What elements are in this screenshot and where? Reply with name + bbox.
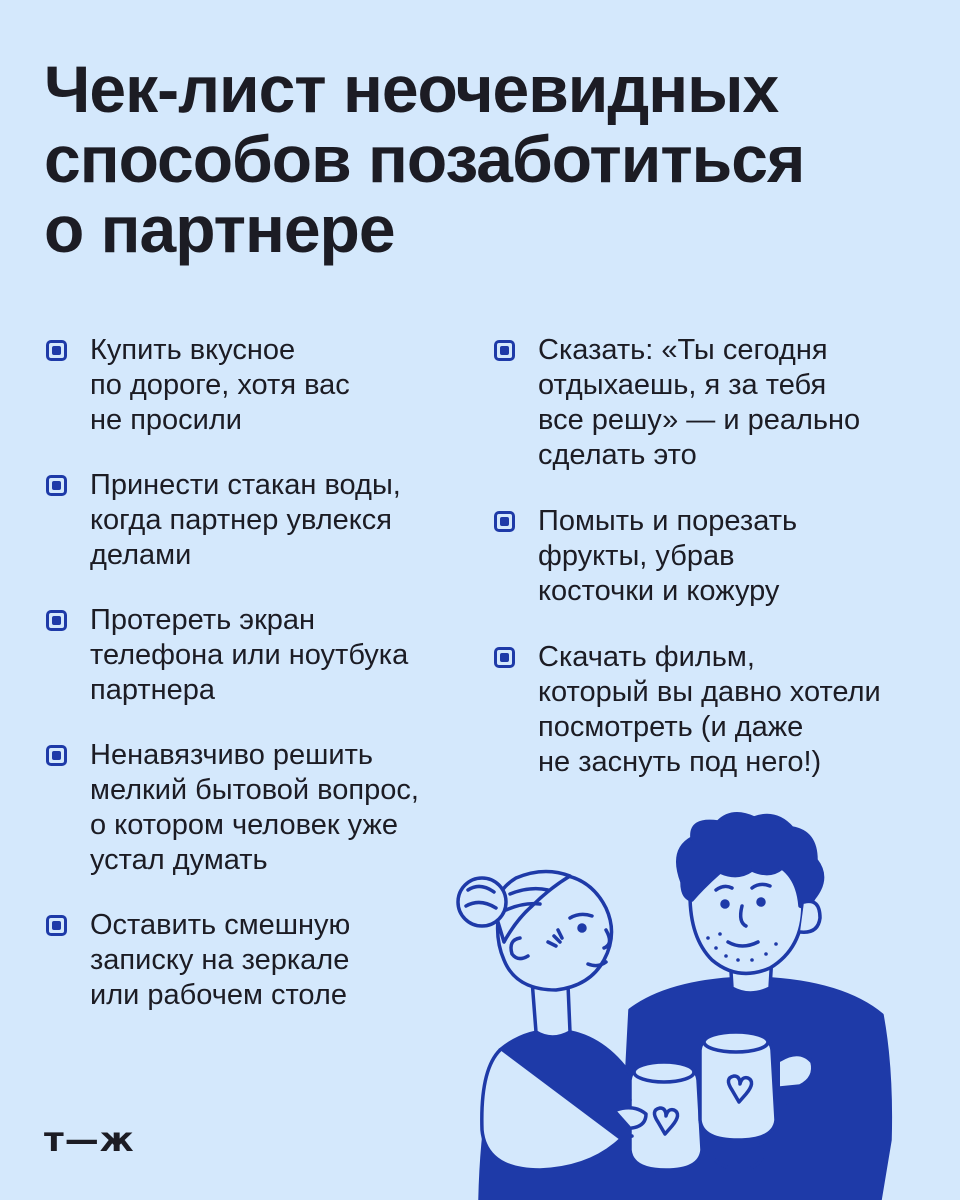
list-item xyxy=(44,468,454,573)
item-line: сделать это xyxy=(538,439,697,471)
checkbox-icon xyxy=(46,745,67,766)
item-text xyxy=(538,504,932,609)
item-line: записку на зеркале xyxy=(90,944,350,976)
checkbox-icon xyxy=(46,610,67,631)
item-line: не заснуть под него!) xyxy=(538,746,822,778)
item-text xyxy=(538,333,932,473)
item-line: или рабочем столе xyxy=(90,979,347,1011)
item-line: посмотреть (и даже xyxy=(538,711,804,743)
item-text xyxy=(90,468,454,573)
item-line: мелкий бытовой вопрос, xyxy=(90,774,419,806)
item-line: Протереть экран xyxy=(90,604,316,636)
list-item xyxy=(44,603,454,708)
item-line: Сказать: «Ты сегодня xyxy=(538,334,828,366)
item-line: Купить вкусное xyxy=(90,334,296,366)
item-line: не просили xyxy=(90,404,242,436)
checklist-right xyxy=(492,333,932,811)
item-line: все решу» — и реально xyxy=(538,404,861,436)
item-line: когда партнер увлекся xyxy=(90,504,392,536)
item-line: о котором человек уже xyxy=(90,809,398,841)
item-line: партнера xyxy=(90,674,216,706)
checkbox-icon xyxy=(46,915,67,936)
item-line: Помыть и порезать xyxy=(538,505,798,537)
checkbox-icon xyxy=(494,340,515,361)
checkbox-icon xyxy=(46,475,67,496)
list-item xyxy=(492,504,932,609)
item-line: фрукты, убрав xyxy=(538,540,735,572)
item-line: Скачать фильм, xyxy=(538,641,755,673)
item-text xyxy=(90,908,454,1013)
item-text xyxy=(90,738,454,878)
title-line-3: о партнере xyxy=(44,192,395,266)
item-text xyxy=(538,640,932,780)
list-item xyxy=(44,908,454,1013)
item-line: Ненавязчиво решить xyxy=(90,739,374,771)
item-line: отдыхаешь, я за тебя xyxy=(538,369,827,401)
checkbox-icon xyxy=(494,647,515,668)
item-line: Принести стакан воды, xyxy=(90,469,401,501)
item-line: Оставить смешную xyxy=(90,909,351,941)
title-line-1: Чек-лист неочевидных xyxy=(44,52,779,126)
item-text xyxy=(90,333,454,438)
item-line: косточки и кожуру xyxy=(538,575,780,607)
list-item xyxy=(44,738,454,878)
page-title xyxy=(44,54,924,264)
list-item xyxy=(492,640,932,780)
couple-with-mugs-illustration xyxy=(420,810,940,1200)
checklist-left xyxy=(44,333,454,1043)
list-item xyxy=(492,333,932,473)
list-item xyxy=(44,333,454,438)
logo: т—ж xyxy=(44,1120,135,1160)
title-line-2: способов позаботиться xyxy=(44,122,805,196)
item-text xyxy=(90,603,454,708)
item-line: устал думать xyxy=(90,844,268,876)
checkbox-icon xyxy=(46,340,67,361)
item-line: телефона или ноутбука xyxy=(90,639,409,671)
item-line: по дороге, хотя вас xyxy=(90,369,350,401)
checkbox-icon xyxy=(494,511,515,532)
item-line: который вы давно хотели xyxy=(538,676,881,708)
item-line: делами xyxy=(90,539,192,571)
